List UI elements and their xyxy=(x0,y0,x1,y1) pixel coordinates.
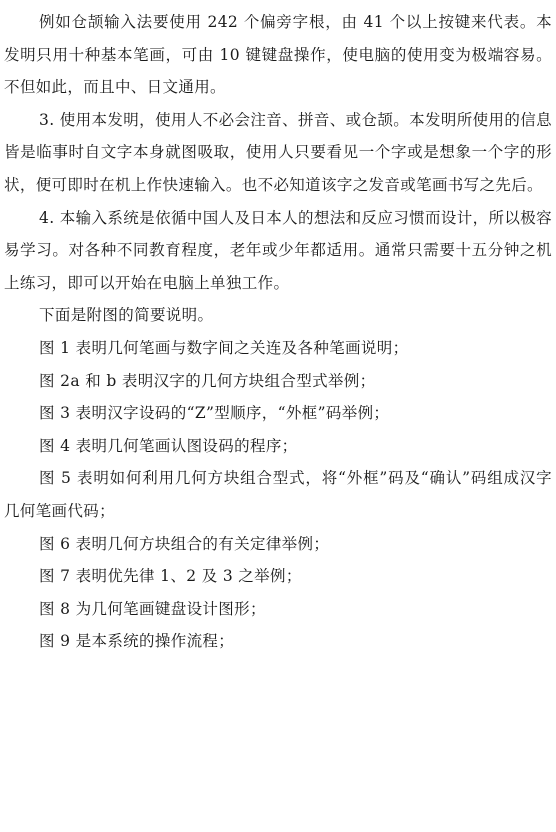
figure-caption-4: 图 4 表明几何笔画认图设码的程序； xyxy=(39,436,298,455)
paragraph-point-4: 4. 本输入系统是依循中国人及日本人的想法和反应习惯而设计，所以极容易学习。对各种不同教育程度，老年或少年都适用。通常只需要十五分钟之机上练习，即可以开始在电脑上单独工作。 xyxy=(4,208,552,292)
paragraph-point-3: 3. 使用本发明，使用人不必会注音、拼音、或仓颉。本发明所使用的信息皆是临事时自文字本身就图吸取，使用人只要看见一个字或是想象一个字的形状，便可即时在机上作快速输入。也不必知道该字之发音或笔画书写之先后。 xyxy=(4,110,552,194)
figure-caption-1: 图 1 表明几何笔画与数字间之关连及各种笔画说明； xyxy=(39,338,409,357)
figure-caption-5: 图 5 表明如何利用几何方块组合型式，将“外框”码及“确认”码组成汉字几何笔画代码； xyxy=(4,469,552,520)
figure-caption-7: 图 7 表明优先律 1、2 及 3 之举例； xyxy=(39,567,302,586)
paragraph-figures-intro: 下面是附图的简要说明。 xyxy=(39,306,214,325)
paragraph-intro-example: 例如仓颉输入法要使用 242 个偏旁字根，由 41 个以上按键来代表。本发明只用十种基本笔画，可由 10 键键盘操作，使电脑的使用变为极端容易。不但如此，而且中、日文通用。 xyxy=(4,13,552,97)
figure-caption-3: 图 3 表明汉字设码的“Z”型顺序，“外框”码举例； xyxy=(39,404,390,423)
figure-caption-6: 图 6 表明几何方块组合的有关定律举例； xyxy=(39,534,330,553)
figure-caption-8: 图 8 为几何笔画键盘设计图形； xyxy=(39,599,266,618)
figure-caption-9: 图 9 是本系统的操作流程； xyxy=(39,632,235,651)
figure-caption-2: 图 2a 和 b 表明汉字的几何方块组合型式举例； xyxy=(39,371,376,390)
